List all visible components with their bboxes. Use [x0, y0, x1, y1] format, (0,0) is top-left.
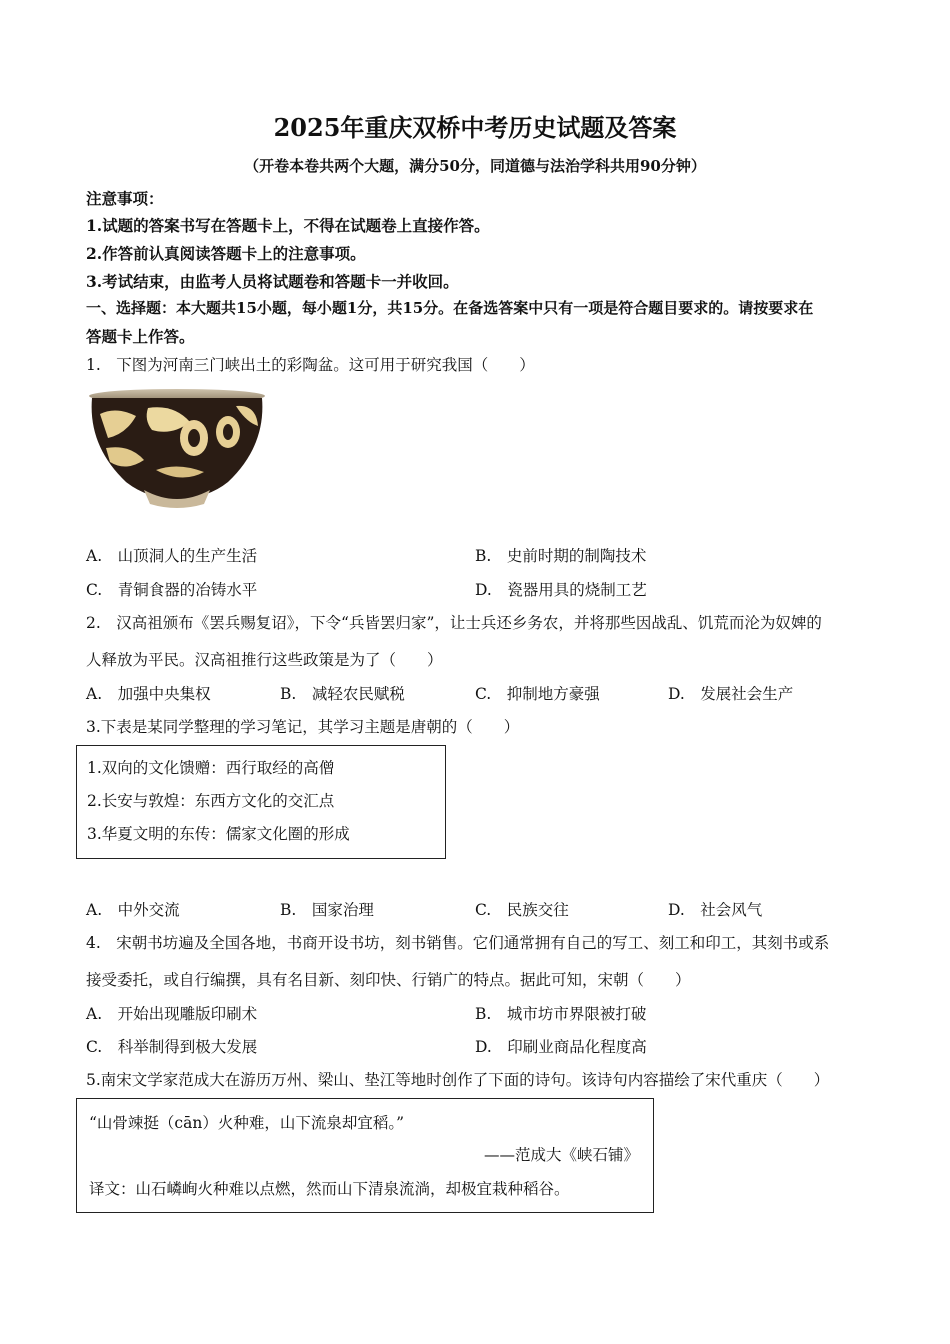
q4-option-b: B. 城市坊市界限被打破	[475, 1005, 647, 1023]
q1-option-c: C. 青铜食器的冶铸水平	[86, 581, 258, 599]
q3-option-a: A. 中外交流	[86, 901, 180, 919]
q4-option-a: A. 开始出现雕版印刷术	[86, 1005, 258, 1023]
q4-option-c: C. 科举制得到极大发展	[86, 1038, 258, 1056]
q2-option-c: C. 抑制地方豪强	[475, 685, 600, 703]
note-item: 2.作答前认真阅读答题卡上的注意事项。	[86, 244, 366, 263]
question-5-stem: 5.南宋文学家范成大在游历万州、梁山、垫江等地时创作了下面的诗句。该诗句内容描绘了宋代重庆（ ）	[86, 1071, 830, 1089]
page-title: 2025年重庆双桥中考历史试题及答案	[273, 113, 677, 142]
q3-option-b: B. 国家治理	[280, 901, 374, 919]
section-heading-cont: 答题卡上作答。	[86, 327, 195, 346]
q1-option-a: A. 山顶洞人的生产生活	[86, 547, 258, 565]
note-item: 3.考试结束，由监考人员将试题卷和答题卡一并收回。	[86, 272, 459, 291]
notes-line: 2.长安与敦煌：东西方文化的交汇点	[87, 792, 335, 810]
question-4-stem-cont: 接受委托，或自行编撰，具有名目新、刻印快、行销广的特点。据此可知，宋朝（ ）	[86, 971, 691, 989]
note-item: 1.试题的答案书写在答题卡上，不得在试题卷上直接作答。	[86, 216, 490, 235]
section-heading: 一、选择题：本大题共15小题，每小题1分，共15分。在备选答案中只有一项是符合题目要求的。请按要求在	[86, 299, 814, 317]
q3-option-c: C. 民族交往	[475, 901, 569, 919]
q2-option-d: D. 发展社会生产	[668, 685, 794, 703]
notes-heading: 注意事项：	[86, 189, 164, 208]
question-1-stem: 1. 下图为河南三门峡出土的彩陶盆。这可用于研究我国（ ）	[86, 356, 535, 374]
q2-option-b: B. 减轻农民赋税	[280, 685, 405, 703]
q2-option-a: A. 加强中央集权	[86, 685, 211, 703]
q1-option-d: D. 瓷器用具的烧制工艺	[475, 581, 647, 599]
question-3-stem: 3.下表是某同学整理的学习笔记，其学习主题是唐朝的（ ）	[86, 718, 520, 736]
poem-translation: 译文：山石嶙峋火种难以点燃，然而山下清泉流淌，却极宜栽种稻谷。	[89, 1180, 570, 1198]
page-subtitle: （开卷本卷共两个大题，满分50分，同道德与法治学科共用90分钟）	[244, 157, 706, 175]
question-2-stem-cont: 人释放为平民。汉高祖推行这些政策是为了（ ）	[86, 651, 443, 669]
q4-option-d: D. 印刷业商品化程度高	[475, 1038, 647, 1056]
question-2-stem: 2. 汉高祖颁布《罢兵赐复诏》，下令“兵皆罢归家”，让士兵还乡务农，并将那些因战乱、饥荒而沦为奴婢的	[86, 614, 822, 632]
poem-source: ——范成大《峡石铺》	[483, 1146, 639, 1164]
q1-option-b: B. 史前时期的制陶技术	[475, 547, 647, 565]
poem-box	[76, 1098, 654, 1213]
study-notes-box	[76, 745, 446, 859]
notes-line: 3.华夏文明的东传：儒家文化圈的形成	[87, 825, 350, 843]
question-4-stem: 4. 宋朝书坊遍及全国各地，书商开设书坊，刻书销售。它们通常拥有自己的写工、刻工和印工，其刻书或系	[86, 934, 830, 952]
q3-option-d: D. 社会风气	[668, 901, 763, 919]
poem-text: “山骨竦挺（cān）火种难，山下流泉却宜稻。”	[89, 1114, 405, 1132]
painted-pottery-basin-image	[86, 386, 268, 508]
notes-line: 1.双向的文化馈赠：西行取经的高僧	[87, 759, 335, 777]
